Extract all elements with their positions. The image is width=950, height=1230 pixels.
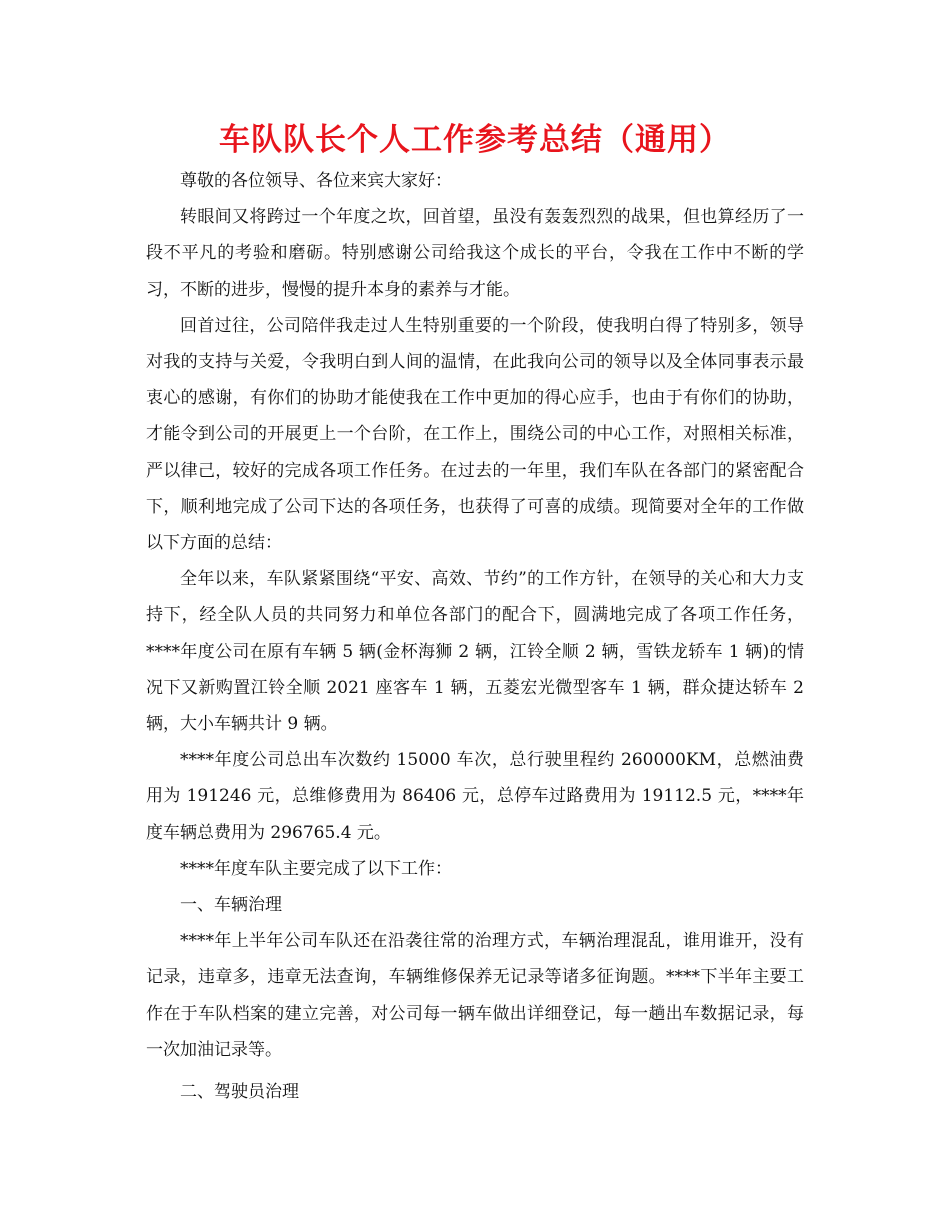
paragraph-work-summary: ****年度车队主要完成了以下工作：	[180, 858, 452, 879]
paragraph-gratitude: 回首过往，公司陪伴我走过人生特别重要的一个阶段，使我明白得了特别多，领导对我的支持与关爱，令我明白到人间的温情，在此我向公司的领导以及全体同事表示最衷心的感谢，有你们的协助才能使我在工作中更加的得心应手，也由于有你们的协助，才能令到公司的开展更上一个台阶，在工作上，围绕公司的中心工作，对照相关标准，严以律己，较好的完成各项工作任务。在过去的一年里，我们车队在各部门的紧密配合下，顺利地完成了公司下达的各项任务，也获得了可喜的成绩。现简要对全年的工作做以下方面的总结：	[146, 315, 804, 554]
greeting-line: 尊敬的各位领导、各位来宾大家好：	[180, 171, 452, 191]
paragraph-vehicle-management: ****年上半年公司车队还在沿袭往常的治理方式，车辆治理混乱，谁用谁开，没有记录，违章多，违章无法查询，车辆维修保养无记录等诸多征询题。****下半年主要工作在于车队档案的建立完善，对公司每一辆车做出详细登记，每一趟出车数据记录，每一次加油记录等。	[146, 931, 804, 1060]
section-heading-vehicle-management: 一、车辆治理	[180, 895, 282, 916]
document-body	[146, 163, 804, 1110]
document-title: 车队队长个人工作参考总结（通用）	[219, 122, 731, 158]
paragraph-fleet: 全年以来，车队紧紧围绕“平安、高效、节约”的工作方针，在领导的关心和大力支持下，经全队人员的共同努力和单位各部门的配合下，圆满地完成了各项工作任务，****年度公司在原有车辆 5 辆(金杯海狮 2 辆，江铃全顺 2 辆，雪铁龙轿车 1 辆)的情况下又新购置江铃全顺 2021 座客车 1 辆，五菱宏光微型客车 1 辆，群众捷达轿车 2 辆，大小车辆共计 9 辆。	[146, 569, 804, 735]
paragraph-statistics: ****年度公司总出车次数约 15000 车次，总行驶里程约 260000KM，总燃油费用为 191246 元，总维修费用为 86406 元，总停车过路费用为 19112.5 元，****年度车辆总费用为 296765.4 元。	[146, 750, 804, 843]
section-heading-driver-management: 二、驾驶员治理	[180, 1082, 299, 1103]
paragraph-intro: 转眼间又将跨过一个年度之坎，回首望，虽没有轰轰烈烈的战果，但也算经历了一段不平凡的考验和磨砺。特别感谢公司给我这个成长的平台，令我在工作中不断的学习，不断的进步，慢慢的提升本身的素养与才能。	[146, 207, 804, 300]
